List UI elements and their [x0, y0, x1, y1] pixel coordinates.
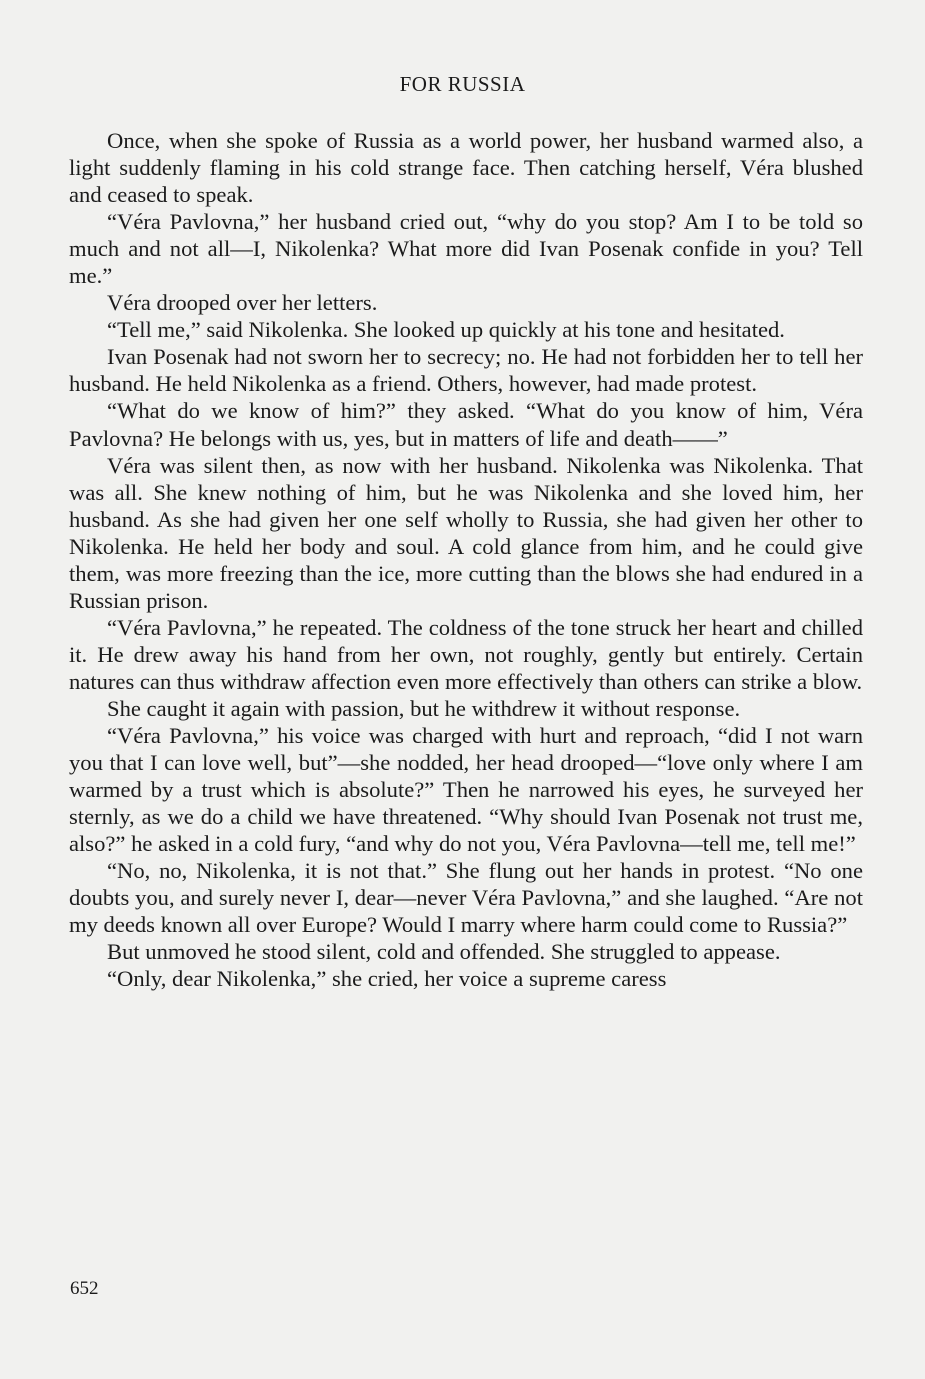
paragraph: “Véra Pavlovna,” his voice was charged with hurt and reproach, “did I not warn you that I can love well, but”—she nodded, her head drooped—“love only where I am warmed by a trust which is absolute?” Then he narrowed his eyes, he surveyed her sternly, as we do a child we have threatened. “Why should Ivan Posenak not trust me, also?” he asked in a cold fury, “and why do not you, Véra Pavlovna—tell me, tell me!”	[69, 723, 863, 857]
paragraph: “No, no, Nikolenka, it is not that.” She flung out her hands in protest. “No one doubts you, and surely never I, dear—never Véra Pavlovna,” and she laughed. “Are not my deeds known all over Europe? Would I marry where harm could come to Russia?”	[69, 858, 863, 938]
paragraph: She caught it again with passion, but he withdrew it without response.	[107, 695, 741, 721]
paragraph: Once, when she spoke of Russia as a world power, her husband warmed also, a light suddenly flaming in his cold strange face. Then catching herself, Véra blushed and ceased to speak.	[69, 128, 863, 208]
page-number: 652	[70, 1278, 99, 1299]
paragraph: Véra drooped over her letters.	[107, 290, 378, 316]
paragraph: “Véra Pavlovna,” he repeated. The coldness of the tone struck her heart and chilled it. He drew away his hand from her own, not roughly, gently but entirely. Certain natures can thus withdraw affection even more effectively than others can strike a blow.	[69, 614, 863, 694]
paragraph: Véra was silent then, as now with her husband. Nikolenka was Nikolenka. That was all. She knew nothing of him, but he was Nikolenka and she loved him, her husband. As she had given her one self wholly to Russia, she had given her other to Nikolenka. He held her body and soul. A cold glance from him, and he could give them, was more freezing than the ice, more cutting than the blows she had endured in a Russian prison.	[69, 452, 863, 613]
paragraph: “Only, dear Nikolenka,” she cried, her voice a supreme caress	[107, 966, 667, 992]
body-text	[69, 127, 863, 993]
paragraph: Ivan Posenak had not sworn her to secrecy; no. He had not forbidden her to tell her husband. He held Nikolenka as a friend. Others, however, had made protest.	[69, 344, 863, 397]
running-head: FOR RUSSIA	[399, 72, 526, 96]
paragraph: “Véra Pavlovna,” her husband cried out, “why do you stop? Am I to be told so much and not all—I, Nikolenka? What more did Ivan Posenak confide in you? Tell me.”	[69, 209, 863, 289]
paragraph: But unmoved he stood silent, cold and offended. She struggled to appease.	[107, 939, 781, 965]
paragraph: “What do we know of him?” they asked. “What do you know of him, Véra Pavlovna? He belongs with us, yes, but in matters of life and death——”	[69, 398, 863, 451]
paragraph: “Tell me,” said Nikolenka. She looked up quickly at his tone and hesitated.	[107, 317, 785, 343]
